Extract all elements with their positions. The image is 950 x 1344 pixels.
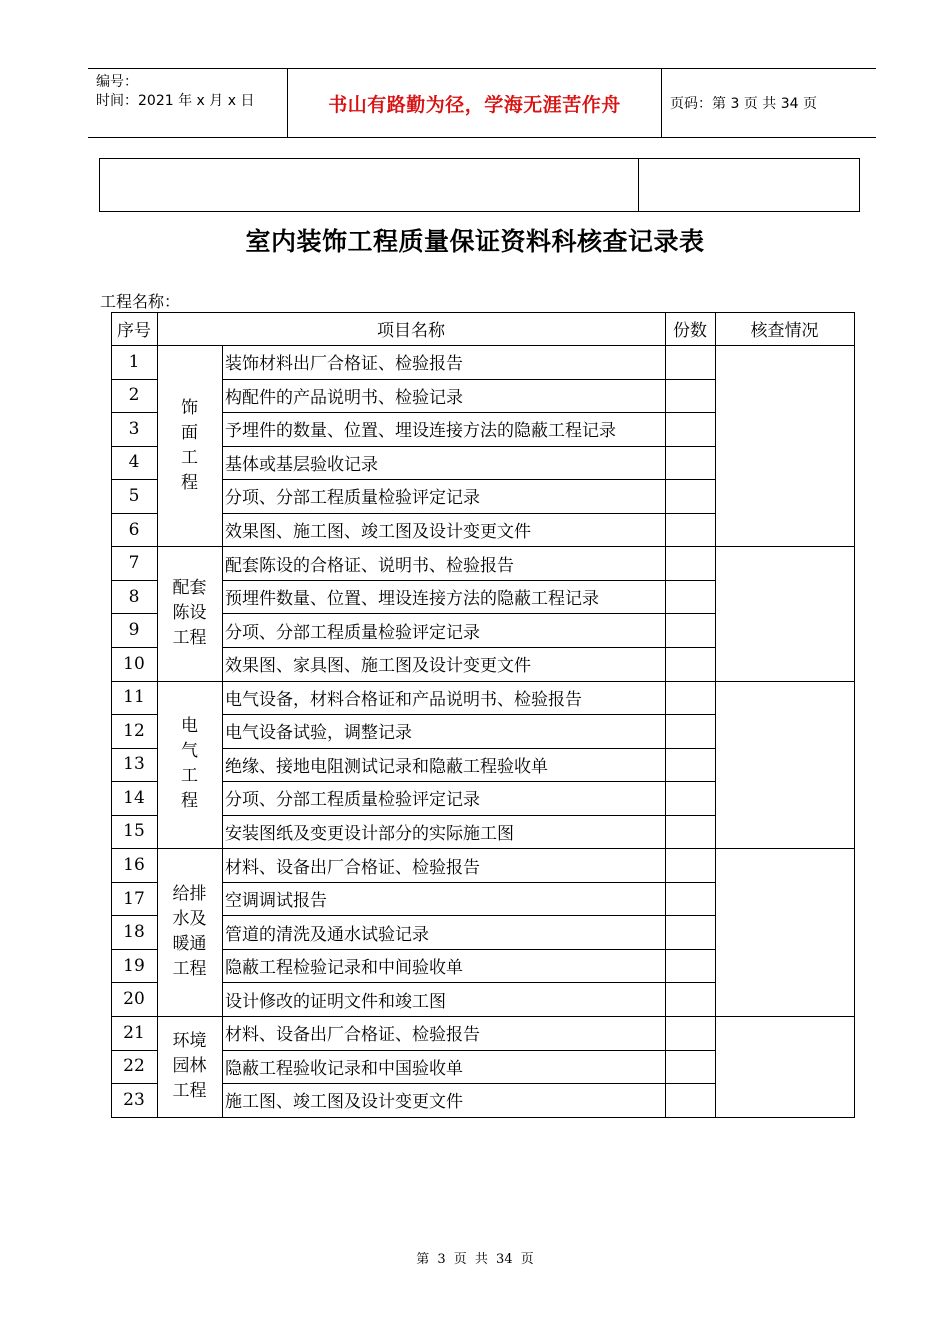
table-rule <box>111 1117 855 1118</box>
table-rule <box>854 312 855 1118</box>
item-name: 设计修改的证明文件和竣工图 <box>225 991 446 1012</box>
item-name: 效果图、施工图、竣工图及设计变更文件 <box>225 522 531 543</box>
count-cell[interactable] <box>665 781 715 815</box>
count-cell[interactable] <box>665 345 715 379</box>
item-name: 基体或基层验收记录 <box>225 454 378 475</box>
row-number: 5 <box>128 485 140 506</box>
count-cell[interactable] <box>665 714 715 748</box>
page-header <box>88 68 876 138</box>
item-name: 预埋件数量、位置、埋设连接方法的隐蔽工程记录 <box>225 589 599 610</box>
category-label: 配套 陈设 工程 <box>172 577 207 648</box>
item-name: 管道的清洗及通水试验记录 <box>225 924 429 945</box>
count-cell[interactable] <box>665 613 715 647</box>
check-status-cell[interactable] <box>715 681 854 849</box>
project-name-label: 工程名称： <box>100 292 181 311</box>
category-label: 给排 水及 暖通 工程 <box>172 884 207 980</box>
item-name: 材料、设备出厂合格证、检验报告 <box>225 857 480 878</box>
row-number: 14 <box>123 787 145 808</box>
row-number: 15 <box>123 821 145 842</box>
count-cell[interactable] <box>665 949 715 983</box>
item-name: 电气设备，材料合格证和产品说明书、检验报告 <box>225 689 582 710</box>
category-label: 电 气 工 程 <box>181 716 198 812</box>
count-cell[interactable] <box>665 815 715 849</box>
row-number: 22 <box>123 1056 145 1077</box>
count-cell[interactable] <box>665 379 715 413</box>
item-name: 分项、分部工程质量检验评定记录 <box>225 488 480 509</box>
item-name: 材料、设备出厂合格证、检验报告 <box>225 1025 480 1046</box>
count-cell[interactable] <box>665 848 715 882</box>
row-number: 12 <box>123 720 145 741</box>
header-motto: 书山有路勤为径，学海无涯苦作舟 <box>328 93 621 116</box>
item-name: 分项、分部工程质量检验评定记录 <box>225 790 480 811</box>
category-label: 饰 面 工 程 <box>181 397 198 493</box>
header-divider <box>661 69 662 137</box>
check-status-cell[interactable] <box>715 546 854 680</box>
check-status-cell[interactable] <box>715 848 854 1016</box>
row-number: 17 <box>123 888 145 909</box>
row-number: 16 <box>123 855 145 876</box>
item-name: 构配件的产品说明书、检验记录 <box>225 387 463 408</box>
column-header-no: 序号 <box>117 321 151 341</box>
count-cell[interactable] <box>665 882 715 916</box>
row-number: 3 <box>128 418 140 439</box>
row-number: 18 <box>123 922 145 943</box>
page-footer: 第 3 页 共 34 页 <box>416 1252 534 1267</box>
check-status-cell[interactable] <box>715 1016 854 1117</box>
blank-box-divider <box>638 159 639 211</box>
row-number: 2 <box>128 385 140 406</box>
item-name: 空调调试报告 <box>225 891 327 912</box>
item-name: 电气设备试验，调整记录 <box>225 723 412 744</box>
column-header-item: 项目名称 <box>377 321 445 341</box>
count-cell[interactable] <box>665 479 715 513</box>
header-meta <box>96 73 254 111</box>
page-title: 室内装饰工程质量保证资料科核查记录表 <box>245 227 705 256</box>
count-cell[interactable] <box>665 1050 715 1084</box>
header-page-info: 页码：第 3 页 共 34 页 <box>670 96 817 112</box>
row-number: 20 <box>123 989 145 1010</box>
row-number: 1 <box>128 351 140 372</box>
item-name: 配套陈设的合格证、说明书、检验报告 <box>225 555 514 576</box>
item-name: 隐蔽工程检验记录和中间验收单 <box>225 958 463 979</box>
column-header-check: 核查情况 <box>750 321 819 341</box>
count-cell[interactable] <box>665 446 715 480</box>
column-header-count: 份数 <box>673 321 707 341</box>
row-number: 8 <box>128 586 140 607</box>
row-number: 4 <box>128 452 140 473</box>
row-number: 10 <box>123 653 145 674</box>
count-cell[interactable] <box>665 915 715 949</box>
count-cell[interactable] <box>665 546 715 580</box>
count-cell[interactable] <box>665 982 715 1016</box>
item-name: 施工图、竣工图及设计变更文件 <box>225 1092 463 1113</box>
item-name: 绝缘、接地电阻测试记录和隐蔽工程验收单 <box>225 756 548 777</box>
count-cell[interactable] <box>665 513 715 547</box>
check-status-cell[interactable] <box>715 345 854 546</box>
count-cell[interactable] <box>665 647 715 681</box>
item-name: 装饰材料出厂合格证、检验报告 <box>225 354 463 375</box>
blank-info-box <box>99 158 860 212</box>
count-cell[interactable] <box>665 580 715 614</box>
row-number: 21 <box>123 1022 145 1043</box>
row-number: 7 <box>128 553 140 574</box>
count-cell[interactable] <box>665 412 715 446</box>
item-name: 分项、分部工程质量检验评定记录 <box>225 622 480 643</box>
serial-label: 编号： <box>96 74 138 90</box>
row-number: 19 <box>123 955 145 976</box>
item-name: 安装图纸及变更设计部分的实际施工图 <box>225 823 514 844</box>
item-name: 隐蔽工程验收记录和中国验收单 <box>225 1058 463 1079</box>
row-number: 13 <box>123 754 145 775</box>
time-label: 时间：2021 年 x 月 x 日 <box>96 93 255 109</box>
count-cell[interactable] <box>665 748 715 782</box>
count-cell[interactable] <box>665 1016 715 1050</box>
row-number: 6 <box>128 519 140 540</box>
row-number: 9 <box>128 620 140 641</box>
count-cell[interactable] <box>665 1083 715 1117</box>
item-name: 予埋件的数量、位置、埋设连接方法的隐蔽工程记录 <box>225 421 616 442</box>
row-number: 11 <box>123 687 145 708</box>
item-name: 效果图、家具图、施工图及设计变更文件 <box>225 656 531 677</box>
row-number: 23 <box>123 1089 145 1110</box>
category-label: 环境 园林 工程 <box>172 1030 207 1101</box>
count-cell[interactable] <box>665 681 715 715</box>
